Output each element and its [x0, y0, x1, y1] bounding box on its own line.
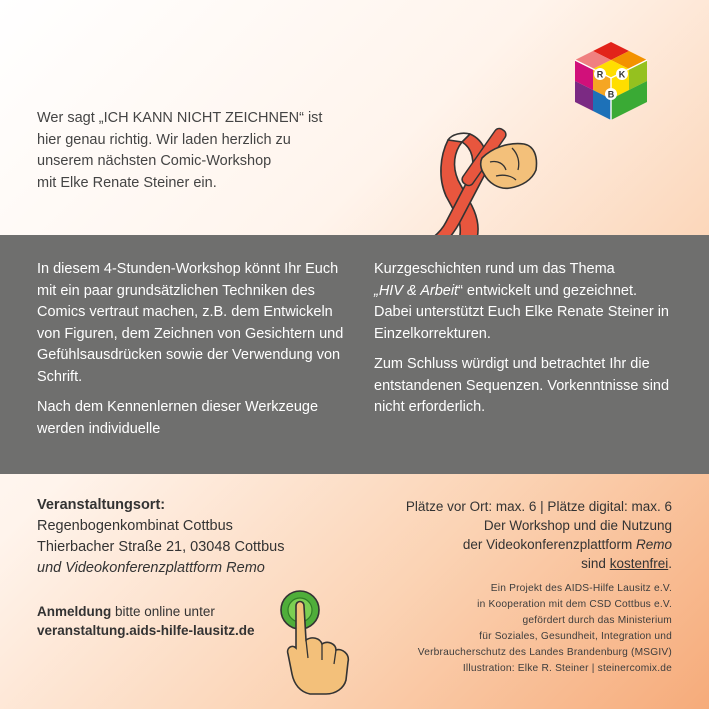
description-column-left: [37, 259, 349, 449]
description-column-right: [374, 259, 674, 428]
description-paragraph: [374, 259, 674, 345]
seats-line: Plätze vor Ort: max. 6 | Plätze digital: max. 6: [405, 499, 672, 514]
signup-url-link[interactable]: veranstaltung.aids-hilfe-lausitz.de: [37, 623, 255, 638]
venue-online: und Videokonferenzplattform Remo: [37, 560, 265, 576]
credits-line: gefördert durch das Ministerium: [522, 615, 672, 626]
description-paragraph: Zum Schluss würdigt und betrachtet Ihr die entstandenen Sequenzen. Vorkenntnisse sind nicht erforderlich.: [374, 356, 670, 415]
signup-info: [37, 602, 297, 640]
intro-line: mit Elke Renate Steiner ein.: [37, 174, 217, 191]
logo-letter-k: K: [618, 69, 626, 80]
participation-info: [352, 497, 672, 573]
credits-line: für Soziales, Gesundheit, Integration und: [479, 631, 672, 642]
cost-line: .: [668, 556, 672, 571]
intro-text: [37, 108, 367, 194]
description-paragraph: Nach dem Kennenlernen dieser Werkzeuge werden individuelle: [37, 399, 319, 437]
intro-line: Wer sagt „ICH KANN NICHT ZEICHNEN“ ist: [37, 110, 323, 126]
venue-line: Regenbogenkombinat Cottbus: [37, 518, 233, 534]
description-band: [0, 235, 709, 474]
logo-letter-r: R: [596, 69, 604, 80]
cost-line: der Videokonferenzplattform: [462, 537, 636, 552]
signup-label: Anmeldung: [37, 604, 112, 619]
logo-letter-b: B: [607, 89, 615, 100]
free-label: kostenfrei: [609, 556, 669, 571]
credits-line: Ein Projekt des AIDS-Hilfe Lausitz e.V.: [490, 583, 672, 594]
description-paragraph: In diesem 4-Stunden-Workshop könnt Ihr Euch mit ein paar grundsätzlichen Techniken des Comics vertraut machen, z.B. dem Entwickeln von Figuren, dem Zeichnen von Gesichtern und Gefühlsausdrücken sowie der Verwendung von Schrift.: [37, 261, 344, 385]
rkb-cube-logo: [570, 38, 652, 130]
venue-info: [37, 495, 337, 579]
intro-line: unserem nächsten Comic-Workshop: [37, 153, 272, 169]
description-text: “ entwickelt und gezeichnet. Dabei unterstützt Euch Elke Renate Steiner in Einzelkorrekturen.: [374, 282, 669, 342]
venue-label: Veranstaltungsort:: [37, 497, 166, 513]
credits-line: Verbraucherschutz des Landes Brandenburg (MSGIV): [417, 647, 672, 658]
theme-italic: „HIV & Arbeit: [374, 282, 459, 299]
credits: [342, 581, 672, 677]
intro-line: hier genau richtig. Wir laden herzlich zu: [37, 131, 291, 148]
credits-line: in Kooperation mit dem CSD Cottbus e.V.: [477, 599, 672, 610]
cost-line: sind: [581, 556, 610, 571]
cost-line: Der Workshop und die Nutzung: [483, 518, 672, 533]
description-text: Kurzgeschichten rund um das Thema: [374, 261, 615, 277]
signup-text: bitte online unter: [111, 604, 215, 619]
venue-address: Thierbacher Straße 21, 03048 Cottbus: [37, 539, 285, 555]
credits-line: Illustration: Elke R. Steiner | steinercomix.de: [462, 663, 672, 674]
platform-name: Remo: [635, 537, 672, 552]
